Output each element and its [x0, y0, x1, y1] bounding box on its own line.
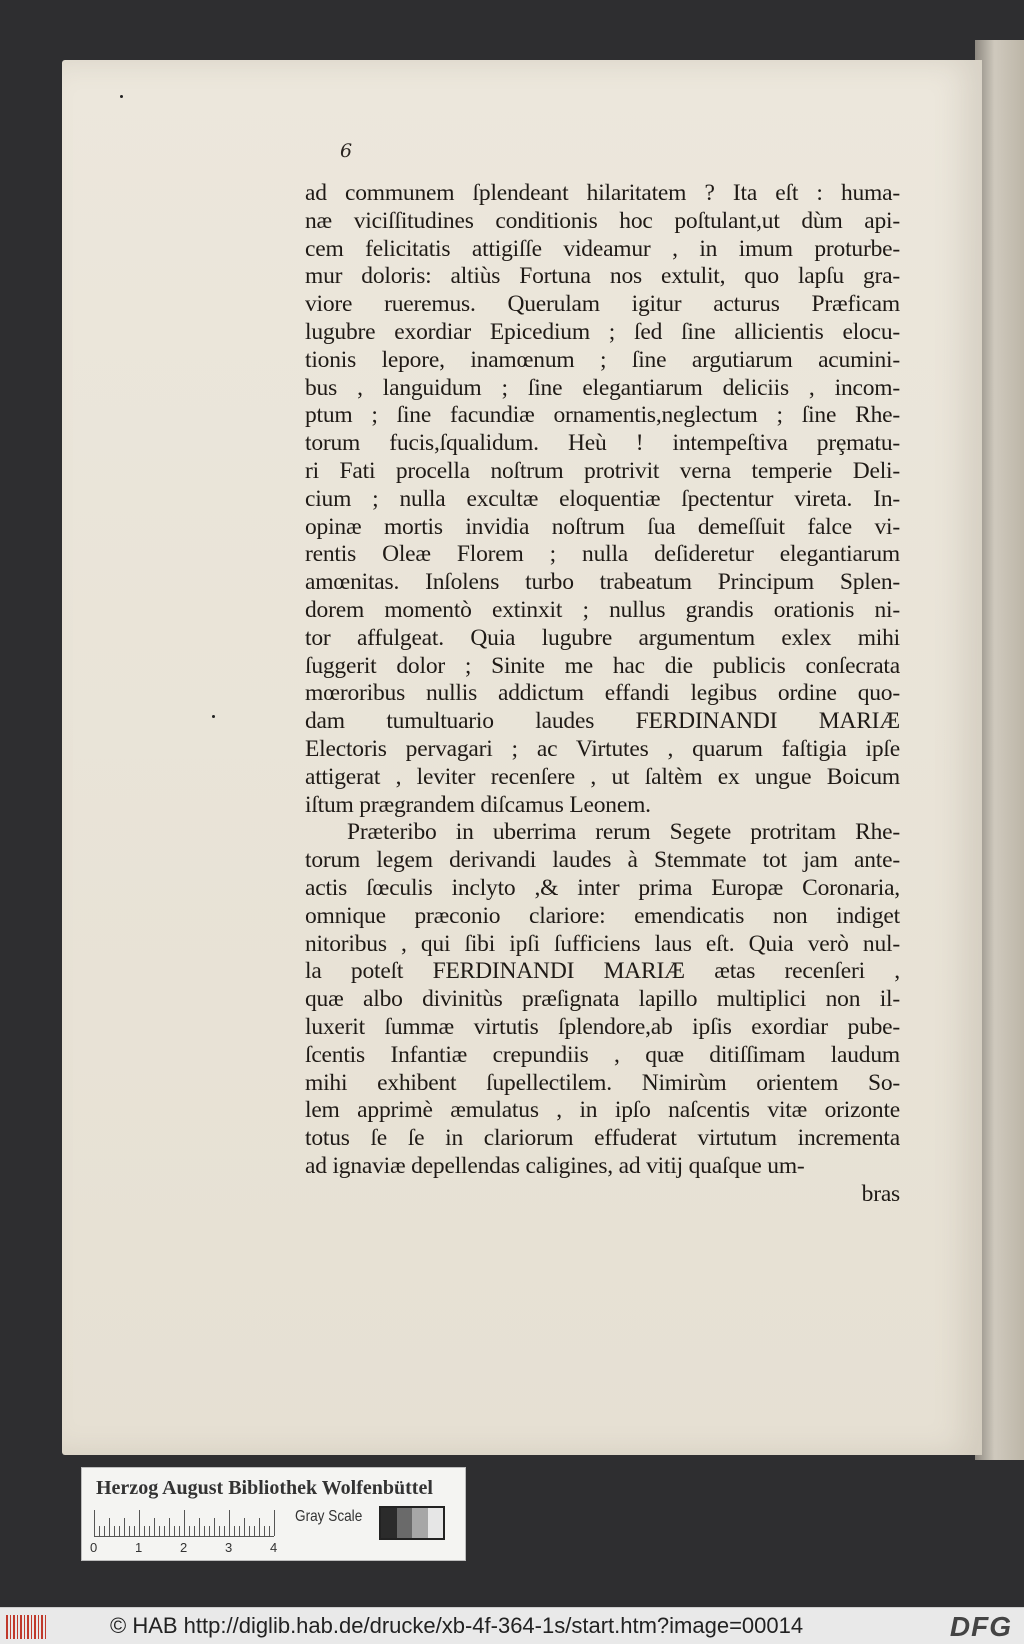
- margin-speck: [212, 715, 215, 718]
- ruler-tick: [99, 1526, 100, 1536]
- ruler-number: 0: [90, 1540, 98, 1555]
- text-line: ad communem ſplendeant hilaritatem ? Ita eſt : huma-: [305, 180, 900, 206]
- ruler-tick: [159, 1526, 160, 1536]
- text-line: totus ſe ſe in clariorum effuderat virtutum incrementa: [305, 1125, 900, 1152]
- gray-scale-label: Gray Scale: [295, 1508, 363, 1525]
- ruler-tick: [94, 1510, 95, 1536]
- text-line: bras: [861, 1180, 900, 1207]
- ruler-tick: [254, 1526, 255, 1536]
- text-line: dam tumultuario laudes FERDINANDI MARIÆ: [305, 708, 900, 735]
- text-line: cem felicitatis attigiſſe videamur , in imum proturbe-: [305, 235, 900, 262]
- ruler-tick: [109, 1518, 110, 1536]
- ruler-tick: [269, 1526, 270, 1536]
- text-line: lugubre exordiar Epicedium ; ſed ſine allicientis elocu-: [305, 318, 900, 345]
- ruler-tick: [249, 1526, 250, 1536]
- ruler-tick: [119, 1526, 120, 1536]
- text-line: mur doloris: altiùs Fortuna nos extulit, quo lapſu gra-: [305, 263, 900, 290]
- ruler-tick: [184, 1510, 185, 1536]
- ruler-tick: [139, 1510, 140, 1536]
- gray-patch: [412, 1508, 428, 1538]
- ruler-tick: [234, 1526, 235, 1536]
- copyright-url[interactable]: © HAB http://diglib.hab.de/drucke/xb-4f-364-1s/start.htm?image=00014: [110, 1613, 804, 1638]
- text-line: viore rueremus. Querulam igitur acturus Præficam: [305, 291, 900, 318]
- ruler-tick: [199, 1518, 200, 1536]
- text-line: nitoribus , qui ſibi ipſi ſufficiens laus eſt. Quia verò nul-: [305, 930, 900, 957]
- text-line: torum fucis,ſqualidum. Heù ! intempeſtiva prȩmatu-: [305, 430, 900, 457]
- ruler-tick: [244, 1518, 245, 1536]
- text-line: amœnitas. Inſolens turbo trabeatum Principum Splen-: [305, 569, 900, 596]
- text-line: tor affulgeat. Quia lugubre argumentum exlex mihi: [305, 624, 900, 651]
- ruler-tick: [219, 1526, 220, 1536]
- text-line: cium ; nulla excultæ eloquentiæ ſpectentur vireta. In-: [305, 485, 900, 512]
- ruler-tick: [164, 1526, 165, 1536]
- ruler-number: 2: [180, 1540, 188, 1555]
- gray-scale-patches: [379, 1506, 445, 1540]
- ruler-tick: [264, 1526, 265, 1536]
- text-line: ri Fati procella noſtrum protrivit verna temperie Deli-: [305, 457, 900, 484]
- ruler-numbers: [90, 1540, 290, 1556]
- margin-speck: [120, 95, 123, 98]
- text-line: la poteſt FERDINANDI MARIÆ ætas recenſeri ,: [305, 958, 900, 985]
- text-line: luxerit ſummæ virtutis ſplendore,ab ipſis exordiar pube-: [305, 1013, 900, 1040]
- ruler-tick: [224, 1526, 225, 1536]
- gray-patch: [381, 1508, 397, 1538]
- ruler-tick: [169, 1518, 170, 1536]
- text-line: dorem momentò extinxit ; nullus grandis orationis ni-: [305, 596, 900, 623]
- ruler-tick: [259, 1518, 260, 1536]
- text-line: quæ albo divinitùs præſignata lapillo multiplici non il-: [305, 986, 900, 1013]
- text-line: opinæ mortis invidia noſtrum ſua demeſſuit falce vi-: [305, 513, 900, 540]
- text-line: lem apprimè æmulatus , in ipſo naſcentis vitæ orizonte: [305, 1097, 900, 1124]
- footer-bar: [0, 1607, 1024, 1644]
- ruler-tick: [274, 1510, 275, 1536]
- text-line: rentis Oleæ Florem ; nulla deſideretur elegantiarum: [305, 541, 900, 568]
- library-name: Herzog August Bibliothek Wolfenbüttel: [96, 1477, 433, 1499]
- ruler-number: 1: [135, 1540, 143, 1555]
- body-text: [305, 180, 900, 1208]
- text-line: iſtum prægrandem diſcamus Leonem.: [305, 791, 651, 818]
- page-number: 6: [340, 140, 353, 162]
- ruler-tick: [134, 1526, 135, 1536]
- ruler-tick: [124, 1518, 125, 1536]
- text-line: Electoris pervagari ; ac Virtutes , quarum faſtigia ipſe: [305, 735, 900, 762]
- ruler-tick: [209, 1526, 210, 1536]
- gray-patch: [397, 1508, 413, 1538]
- text-line: attigerat , leviter recenſere , ut ſaltèm ex ungue Boicum: [305, 763, 900, 790]
- text-line: mœroribus nullis addictum effandi legibus ordine quo-: [305, 680, 900, 707]
- text-line: tionis lepore, inamœnum ; ſine argutiarum acumini-: [305, 346, 900, 373]
- ruler-number: 3: [225, 1540, 233, 1555]
- ruler-number: 4: [270, 1540, 278, 1555]
- text-line: ptum ; ſine facundiæ ornamentis,neglectum ; ſine Rhe-: [305, 402, 900, 429]
- text-line: ad ignaviæ depellendas caligines, ad vitij quaſque um-: [305, 1152, 805, 1179]
- text-line: ſuggerit dolor ; Sinite me hac die publicis conſecrata: [305, 652, 900, 679]
- text-line: ſcentis Infantiæ crepundiis , quæ ditiſſimam laudum: [305, 1041, 900, 1068]
- text-line: Prætеribo in uberrima rerum Segete protritam Rhe-: [347, 819, 900, 846]
- ruler-tick: [154, 1518, 155, 1536]
- gray-patch: [428, 1508, 444, 1538]
- text-line: mihi exhibent ſupellectilem. Nimirùm orientem So-: [305, 1069, 900, 1096]
- text-line: actis ſœculis inclyto ,& inter prima Europæ Coronaria,: [305, 874, 900, 901]
- measurement-ruler: [94, 1506, 274, 1537]
- ruler-tick: [189, 1526, 190, 1536]
- ruler-tick: [129, 1526, 130, 1536]
- ruler-tick: [239, 1526, 240, 1536]
- dfg-logo: DFG: [949, 1611, 1012, 1642]
- ruler-tick: [214, 1518, 215, 1536]
- ruler-tick: [204, 1526, 205, 1536]
- library-color-card: [81, 1467, 466, 1561]
- ruler-tick: [149, 1526, 150, 1536]
- ruler-tick: [174, 1526, 175, 1536]
- text-line: bus , languidum ; ſine elegantiarum deliciis , incom-: [305, 374, 900, 401]
- ruler-tick: [229, 1510, 230, 1536]
- ruler-tick: [179, 1526, 180, 1536]
- ruler-tick: [114, 1526, 115, 1536]
- book-spine: [975, 40, 1024, 1460]
- text-line: næ viciſſitudines conditionis hoc poſtulant,ut dùm api-: [305, 207, 900, 234]
- ruler-tick: [194, 1526, 195, 1536]
- text-line: torum legem derivandi laudes à Stemmate tot jam ante-: [305, 847, 900, 874]
- text-line: omnique præconio clariore: emendicatis non indiget: [305, 902, 900, 929]
- hab-logo-icon: [6, 1615, 46, 1639]
- ruler-tick: [104, 1526, 105, 1536]
- ruler-tick: [144, 1526, 145, 1536]
